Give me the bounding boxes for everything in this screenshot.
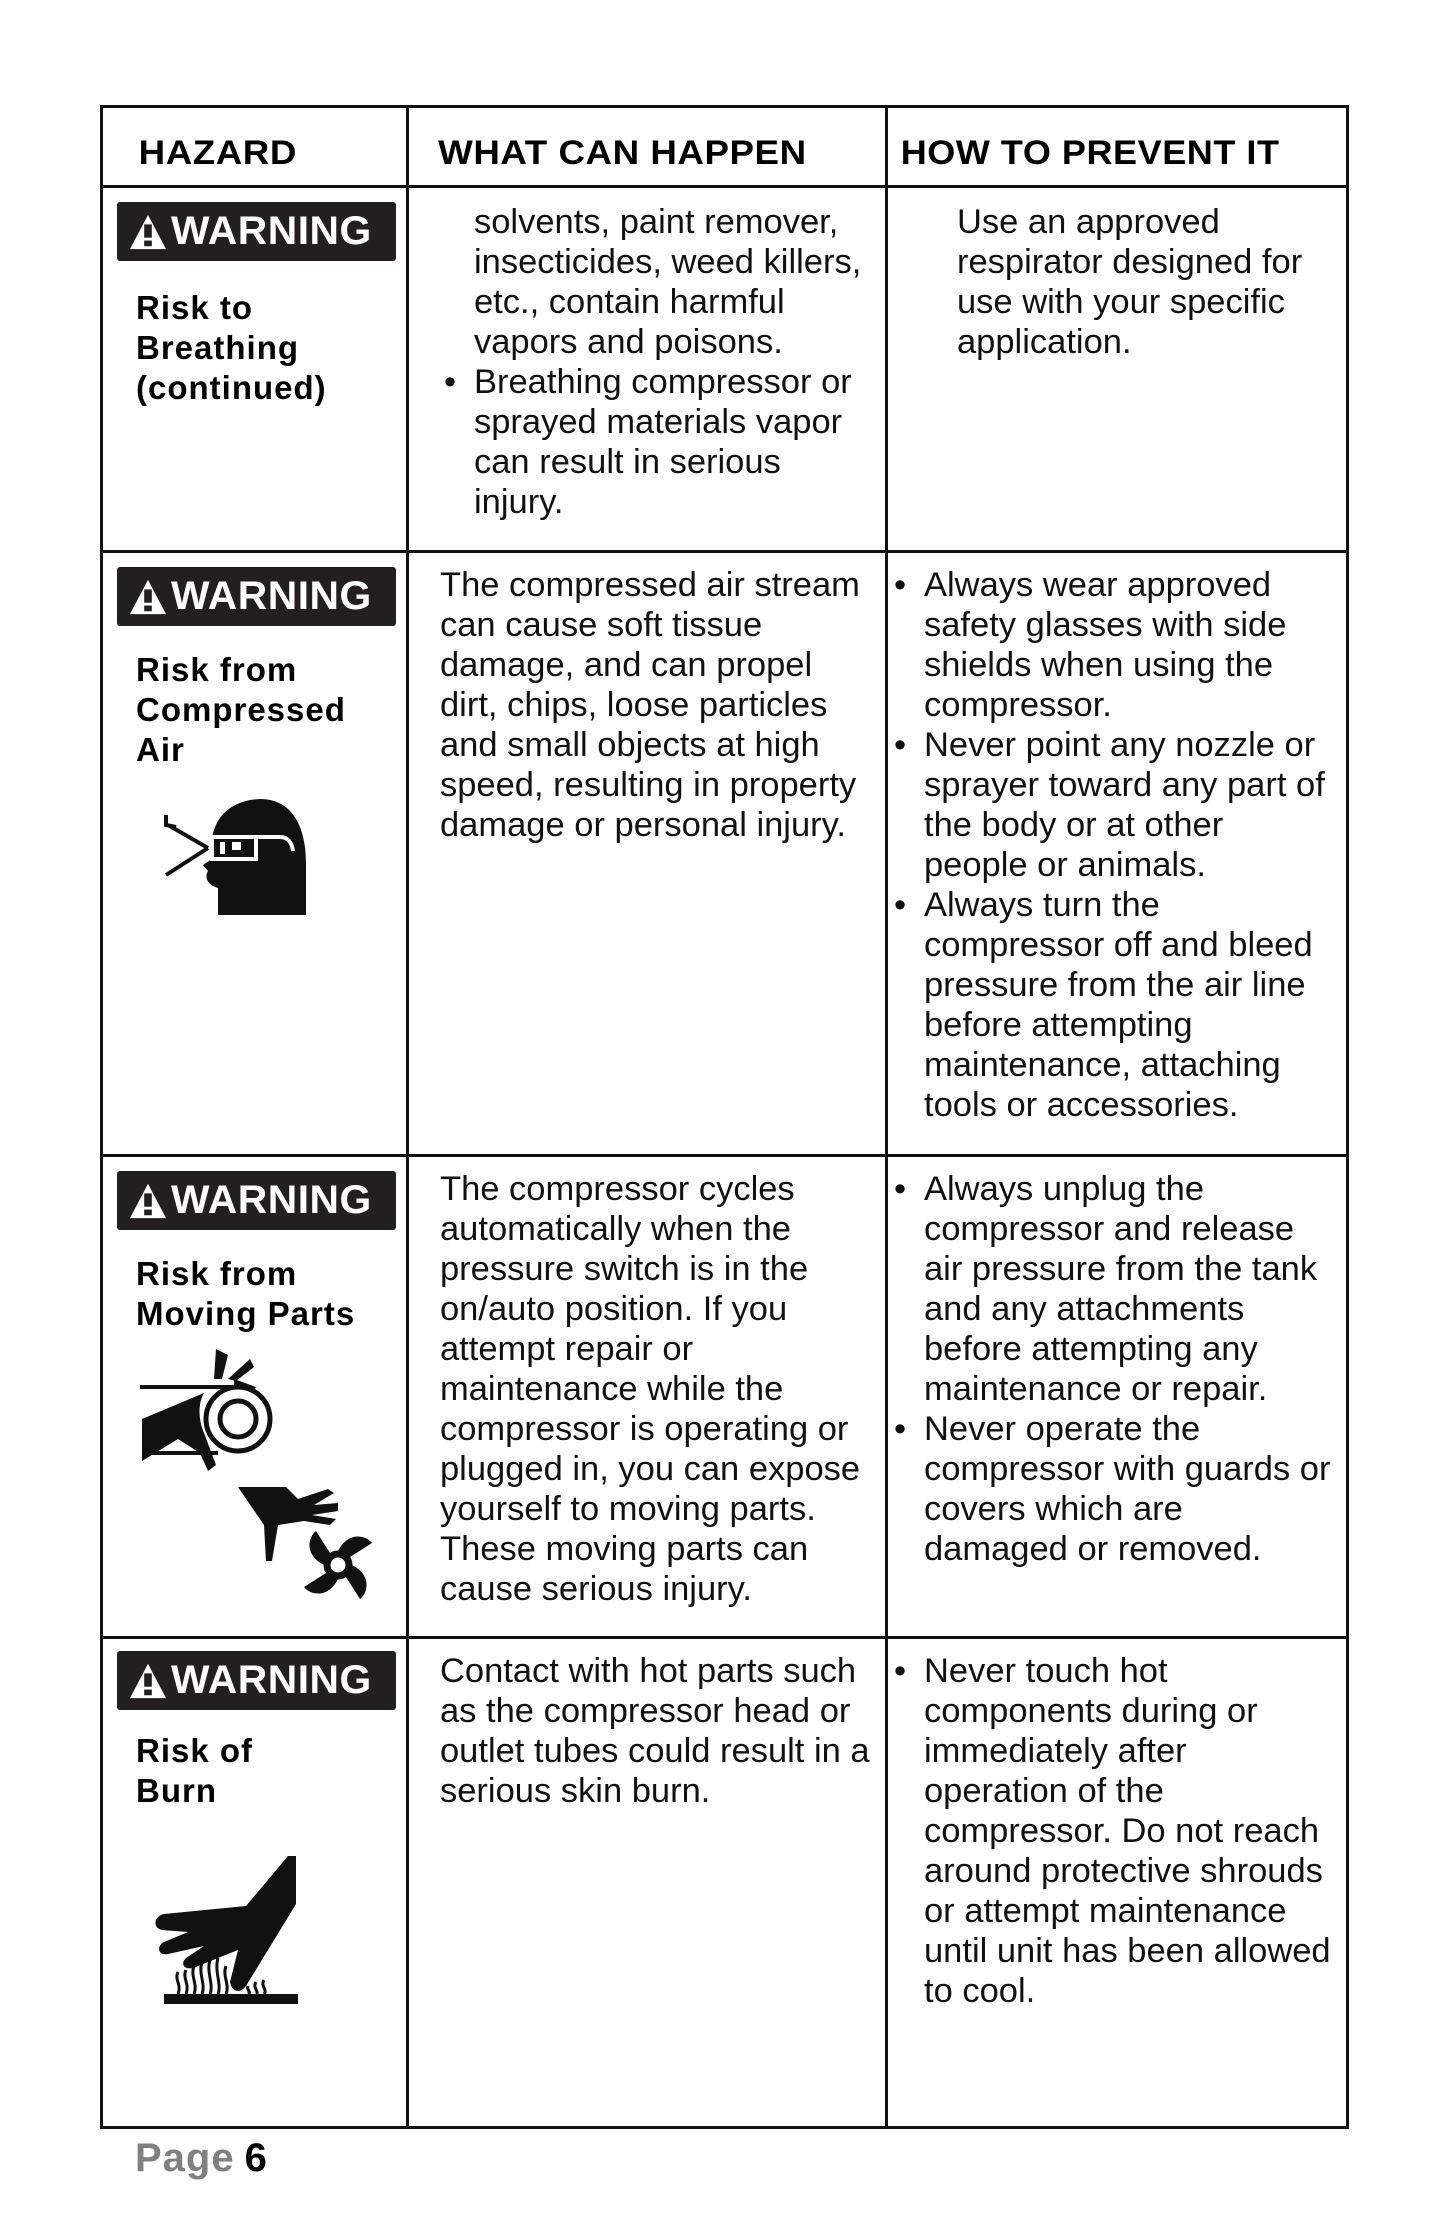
header-what-can-happen [409, 108, 888, 188]
what-text: The compressed air stream can cause soft tissue damage, and can propel dirt, chips, loose particles and small objects at high speed, resulting in property damage or personal injury. [440, 566, 860, 844]
warning-label: WARNING [171, 209, 372, 253]
how-cell-compressed-air [888, 553, 1346, 1157]
warning-triangle-icon [129, 1182, 167, 1220]
warning-label: WARNING [171, 1658, 372, 1702]
list-item: • Never operate the compressor with guards or covers which are damaged or removed. [894, 1410, 1331, 1568]
how-cell-breathing [888, 188, 1346, 553]
bullet-icon: • [444, 363, 457, 401]
warning-badge [117, 202, 396, 261]
hazard-title: Risk of Burn [136, 1732, 254, 1809]
what-text: The compressor cycles automatically when the pressure switch is in the on/auto position. If you attempt repair or maintenance while the compressor is operating or plugged in, you can expose yourself to moving parts. These moving parts can cause serious injury. [440, 1170, 861, 1608]
warning-badge [117, 1171, 396, 1230]
what-cell-burn [409, 1639, 888, 2126]
warning-label: WARNING [171, 1178, 372, 1222]
list-item: • Never touch hot components during or immediately after operation of the compressor. Do not reach around protective shrouds or attempt maintenance until unit has been allowed to cool. [894, 1652, 1331, 2010]
warning-badge [117, 567, 396, 626]
warning-triangle-icon [129, 213, 167, 251]
list-item: • Always turn the compressor off and bleed pressure from the air line before attempting maintenance, attaching tools or accessories. [894, 886, 1313, 1124]
page-number: 6 [244, 2136, 268, 2180]
bullet-icon: • [894, 566, 907, 604]
list-item: • Always unplug the compressor and release air pressure from the tank and any attachments before attempting any maintenance or repair. [894, 1170, 1318, 1408]
page-label: Page [135, 2136, 235, 2180]
page-footer [135, 2136, 268, 2181]
how-text: Use an approved respirator designed for use with your specific application. [957, 203, 1303, 361]
hazard-cell-moving-parts [103, 1157, 409, 1639]
what-cell-moving-parts [409, 1157, 888, 1639]
belt-entanglement-icon [138, 1349, 278, 1479]
warning-triangle-icon [129, 578, 167, 616]
list-item: • Always wear approved safety glasses with side shields when using the compressor. [894, 566, 1287, 724]
warning-triangle-icon [129, 1662, 167, 1700]
hazard-title: Risk from Moving Parts [136, 1255, 356, 1332]
hazard-cell-burn [103, 1639, 409, 2126]
fan-entanglement-icon [238, 1485, 378, 1600]
how-cell-moving-parts [888, 1157, 1346, 1639]
list-item: • Never point any nozzle or sprayer toward any part of the body or at other people or animals. [894, 726, 1325, 884]
what-cell-breathing [409, 188, 888, 553]
what-cell-compressed-air [409, 553, 888, 1157]
bullet-icon: • [894, 886, 907, 924]
safety-glasses-head-icon [148, 793, 308, 918]
header-hazard [103, 108, 409, 188]
warning-badge [117, 1651, 396, 1710]
header-how-label: HOW TO PREVENT IT [900, 134, 1280, 172]
hazard-cell-breathing [103, 188, 409, 553]
hot-surface-hand-icon [148, 1854, 298, 2004]
bullet-icon: • [894, 1652, 907, 1690]
how-cell-burn [888, 1639, 1346, 2126]
hazard-title: Risk from Compressed Air [136, 651, 346, 768]
how-bullet-list [888, 565, 1336, 1125]
header-hazard-label: HAZARD [138, 134, 297, 172]
bullet-icon: • [894, 1410, 907, 1448]
how-bullet-list [888, 1651, 1336, 2011]
list-item: • Breathing compressor or sprayed materials vapor can result in serious injury. [444, 363, 852, 521]
bullet-icon: • [894, 1170, 907, 1208]
header-what-label: WHAT CAN HAPPEN [438, 134, 807, 172]
hazard-cell-compressed-air [103, 553, 409, 1157]
what-text-continuation: solvents, paint remover, insecticides, weed killers, etc., contain harmful vapors and poisons. [474, 203, 862, 361]
how-bullet-list [888, 1169, 1336, 1569]
what-bullet-list [438, 362, 875, 522]
what-text: Contact with hot parts such as the compressor head or outlet tubes could result in a serious skin burn. [440, 1652, 870, 1810]
hazard-title: Risk to Breathing (continued) [136, 289, 327, 406]
warning-label: WARNING [171, 574, 372, 618]
hazard-table [100, 105, 1349, 2129]
bullet-icon: • [894, 726, 907, 764]
header-how-to-prevent [888, 108, 1346, 188]
